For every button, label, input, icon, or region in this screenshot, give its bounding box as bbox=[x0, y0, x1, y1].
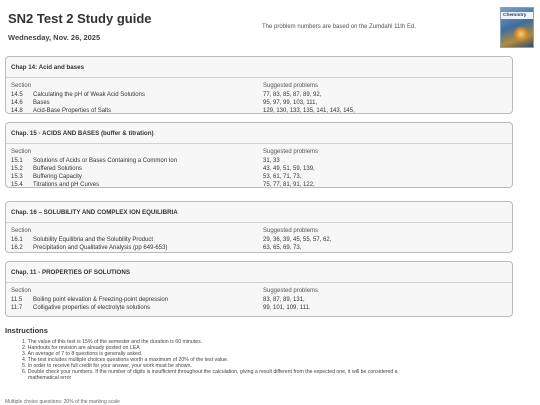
page-title: SN2 Test 2 Study guide bbox=[8, 11, 152, 26]
suggested-problems: 77, 83, 85, 87, 89, 92, bbox=[263, 92, 322, 98]
page-date: Wednesday, Nov. 26, 2025 bbox=[8, 33, 101, 42]
instruction-item-continued: mathematical error bbox=[28, 375, 72, 381]
textbook-cover-image bbox=[500, 7, 534, 48]
suggested-problems: 99, 101, 109, 111. bbox=[263, 305, 311, 311]
chapter-title: Chap. 16 – SOLUBILITY AND COMPLEX ION EQUILIBRIA bbox=[11, 209, 178, 216]
table-row bbox=[6, 237, 512, 245]
section-topic: Acid-Base Properties of Salts bbox=[33, 108, 112, 114]
suggested-problems: 53, 61, 71, 73, bbox=[263, 174, 302, 180]
chapter-box-11 bbox=[5, 261, 513, 317]
section-topic: Colligative properties of electrolyte solutions bbox=[33, 305, 151, 311]
instruction-item: 3. An average of 7 to 8 questions is generally asked. bbox=[22, 351, 143, 357]
table-row bbox=[6, 100, 512, 108]
chapter-divider bbox=[6, 143, 512, 144]
instruction-item: 4. The test includes multiple choices questions worth a maximum of 20% of the test value. bbox=[22, 357, 229, 363]
clipped-footer-text: Multiple choice questions: 20% of the marking scale bbox=[5, 399, 120, 405]
suggested-problems: 43, 49, 51, 59, 139, bbox=[263, 166, 315, 172]
suggested-problems: 75, 77, 81, 91, 122, bbox=[263, 182, 315, 188]
table-row bbox=[6, 158, 512, 166]
table-row bbox=[6, 92, 512, 100]
section-topic: Boiling point elevation & Freezing-point depression bbox=[33, 297, 169, 303]
section-topic: Calculating the pH of Weak Acid Solutions bbox=[33, 92, 145, 98]
chapter-box-15 bbox=[5, 122, 513, 188]
table-row bbox=[6, 166, 512, 174]
chapter-box-14 bbox=[5, 56, 513, 114]
chapter-divider bbox=[6, 282, 512, 283]
suggested-problems: 95, 97, 99, 103, 111, bbox=[263, 100, 318, 106]
problems-header: Suggested problems bbox=[263, 288, 319, 294]
problems-header: Suggested problems bbox=[263, 149, 319, 155]
section-topic: Solutions of Acids or Bases Containing a Common Ion bbox=[33, 158, 178, 164]
suggested-problems: 129, 130, 133, 135, 141, 143, 145, bbox=[263, 108, 355, 114]
suggested-problems: 83, 87, 89, 131, bbox=[263, 297, 305, 303]
table-row bbox=[6, 305, 512, 313]
section-number: 14.5 bbox=[11, 92, 23, 98]
chapter-title: Chap. 15 - ACIDS AND BASES (buffer & titration) bbox=[11, 130, 154, 137]
table-row bbox=[6, 108, 512, 116]
section-header: Section bbox=[11, 288, 32, 294]
suggested-problems: 31, 33 bbox=[263, 158, 280, 164]
problems-header: Suggested problems bbox=[263, 228, 319, 234]
section-topic: Buffered Solutions bbox=[33, 166, 82, 172]
section-header: Section bbox=[11, 149, 32, 155]
section-number: 14.6 bbox=[11, 100, 23, 106]
instruction-item: 5. In order to receive full credit for your answer, your work must be shown. bbox=[22, 363, 192, 369]
cover-flare bbox=[513, 26, 529, 42]
section-number: 15.3 bbox=[11, 174, 23, 180]
table-row bbox=[6, 182, 512, 190]
section-number: 11.7 bbox=[11, 305, 23, 311]
section-topic: Buffering Capacity bbox=[33, 174, 82, 180]
section-number: 15.2 bbox=[11, 166, 23, 172]
section-number: 16.2 bbox=[11, 245, 23, 251]
section-number: 11.5 bbox=[11, 297, 23, 303]
section-number: 15.1 bbox=[11, 158, 23, 164]
section-number: 16.1 bbox=[11, 237, 23, 243]
section-header: Section bbox=[11, 83, 32, 89]
chapter-divider bbox=[6, 222, 512, 223]
instructions-heading: Instructions bbox=[5, 326, 48, 335]
section-topic: Bases bbox=[33, 100, 50, 106]
instructions-list bbox=[22, 339, 522, 381]
instruction-item: 1. The value of this test is 15% of the semester and the duration is 60 minutes. bbox=[22, 339, 203, 345]
page-header bbox=[0, 0, 540, 48]
suggested-problems: 29, 36, 39, 45, 55, 57, 62, bbox=[263, 237, 332, 243]
instruction-item: 2. Handouts for revision are already posted on LEA bbox=[22, 345, 140, 351]
cover-title: Chemistry bbox=[503, 13, 527, 18]
table-row bbox=[6, 245, 512, 253]
suggested-problems: 63, 65, 69, 73, bbox=[263, 245, 302, 251]
chapter-title: Chap. 11 - PROPERTIES OF SOLUTIONS bbox=[11, 269, 130, 276]
section-topic: Titrations and pH Curves bbox=[33, 182, 100, 188]
problems-header: Suggested problems bbox=[263, 83, 319, 89]
chapter-title: Chap 14: Acid and bases bbox=[11, 64, 85, 71]
section-number: 15.4 bbox=[11, 182, 23, 188]
instruction-item: 6. Double check your numbers. If the number of digits is insufficient throughout the calculation, giving a result different from the expected one, it will be considered a bbox=[22, 369, 398, 375]
chapter-box-16 bbox=[5, 201, 513, 253]
section-header: Section bbox=[11, 228, 32, 234]
section-topic: Precipitation and Qualitative Analysis (pp 649-653) bbox=[33, 245, 168, 251]
section-number: 14.8 bbox=[11, 108, 23, 114]
edition-note: The problem numbers are based on the Zumdahl 11th Ed. bbox=[262, 24, 416, 30]
table-row bbox=[6, 297, 512, 305]
table-row bbox=[6, 174, 512, 182]
section-topic: Solubility Equilibria and the Solubility Product bbox=[33, 237, 154, 243]
chapter-divider bbox=[6, 77, 512, 78]
